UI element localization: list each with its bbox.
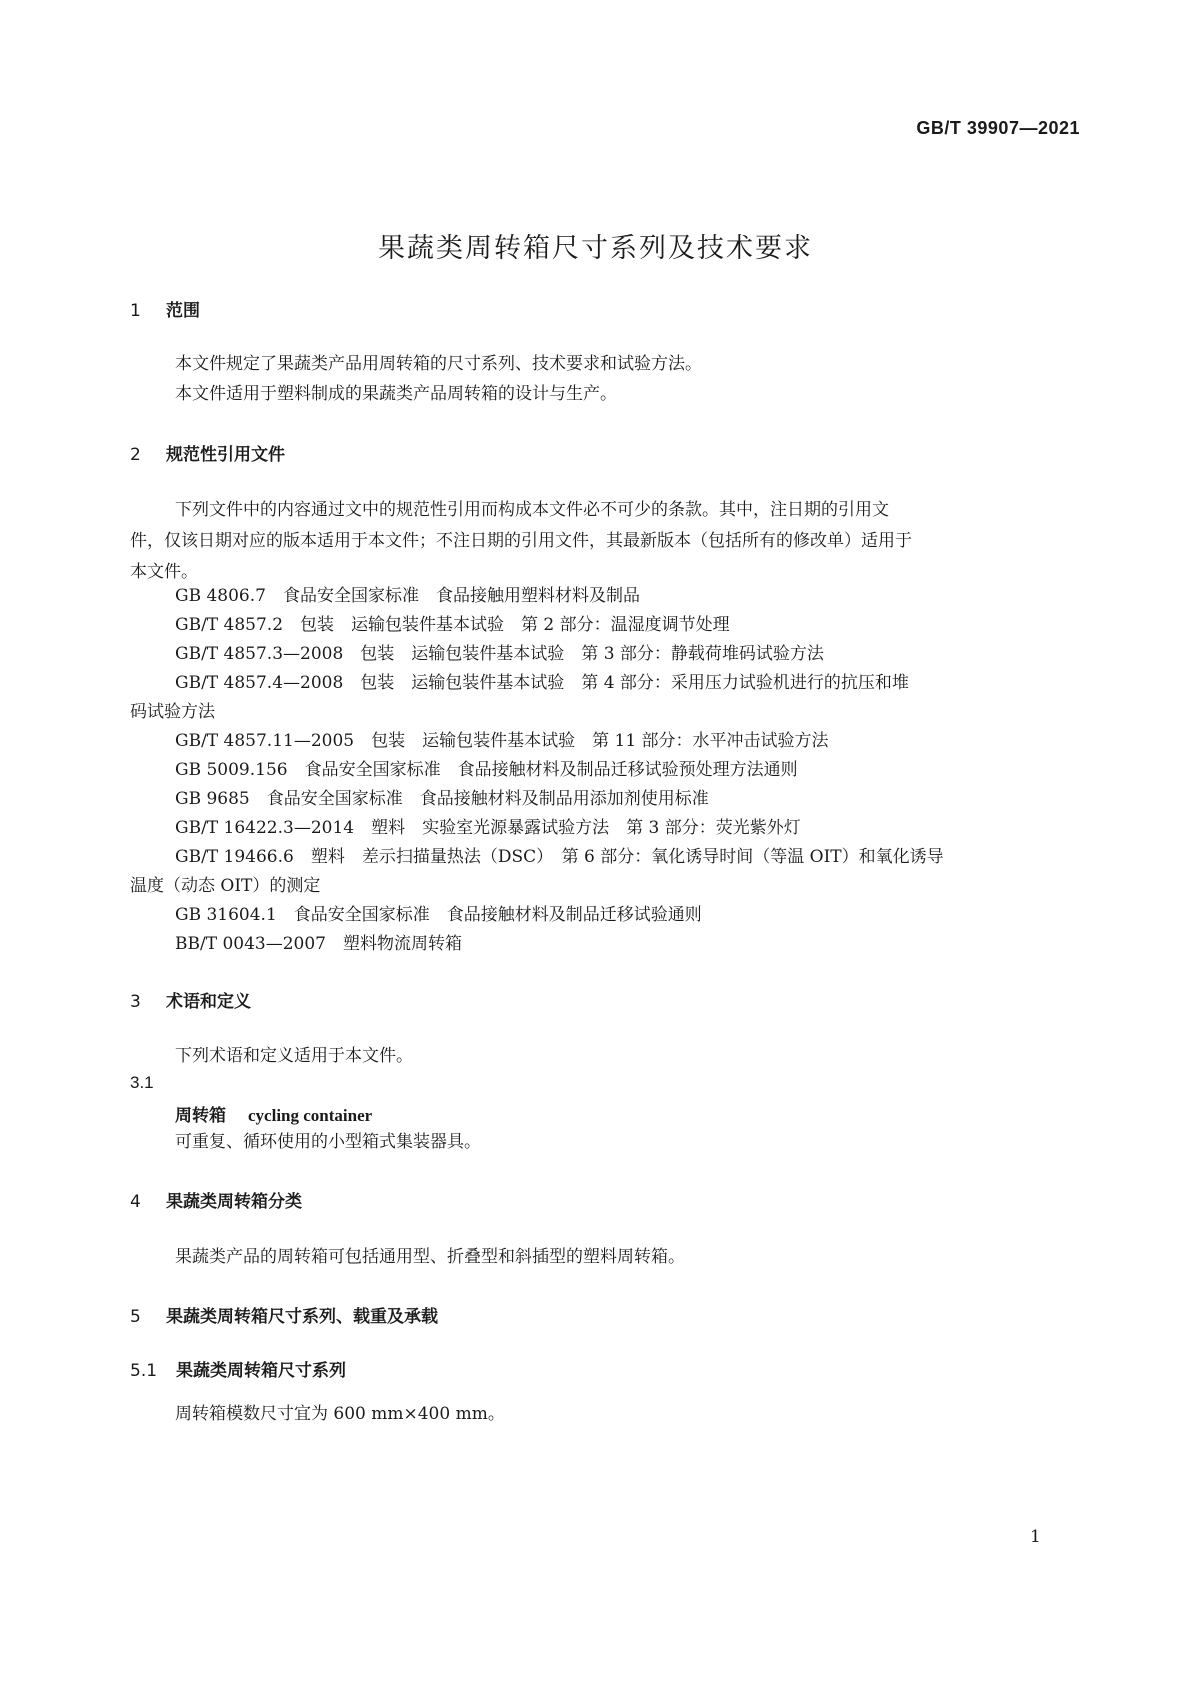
section-3-heading xyxy=(130,987,251,1012)
term-english: cycling container xyxy=(248,1106,373,1125)
section-title: 果蔬类周转箱分类 xyxy=(166,1192,302,1212)
section-5-1-heading xyxy=(130,1356,346,1381)
section-number: 4 xyxy=(130,1192,141,1212)
paragraph: 本文件适用于塑料制成的果蔬类产品周转箱的设计与生产。 xyxy=(175,384,617,404)
page-number: 1 xyxy=(1030,1527,1041,1547)
reference-item: GB/T 4857.4—2008 包装 运输包装件基本试验 第 4 部分：采用压力试验机进行的抗压和堆 xyxy=(175,673,909,693)
section-title: 范围 xyxy=(166,301,200,321)
section-title: 规范性引用文件 xyxy=(166,445,285,465)
reference-item: GB/T 4857.2 包装 运输包装件基本试验 第 2 部分：温湿度调节处理 xyxy=(175,615,730,635)
section-1-heading xyxy=(130,296,200,321)
reference-item-continued: 温度（动态 OIT）的测定 xyxy=(130,876,321,896)
reference-item: GB/T 16422.3—2014 塑料 实验室光源暴露试验方法 第 3 部分：荧光紫外灯 xyxy=(175,818,801,838)
term-chinese: 周转箱 xyxy=(175,1106,226,1126)
section-number: 3 xyxy=(130,992,141,1012)
term-number: 3.1 xyxy=(130,1073,154,1092)
section-2-heading xyxy=(130,440,285,465)
paragraph: 周转箱模数尺寸宜为 600 mm×400 mm。 xyxy=(175,1404,505,1424)
document-id: GB/T 39907—2021 xyxy=(916,118,1080,138)
reference-item: GB 5009.156 食品安全国家标准 食品接触材料及制品迁移试验预处理方法通则 xyxy=(175,760,798,780)
paragraph: 果蔬类产品的周转箱可包括通用型、折叠型和斜插型的塑料周转箱。 xyxy=(175,1247,685,1267)
section-title: 果蔬类周转箱尺寸系列、载重及承载 xyxy=(166,1307,438,1327)
section-number: 2 xyxy=(130,445,141,465)
reference-item: GB/T 4857.3—2008 包装 运输包装件基本试验 第 3 部分：静载荷堆码试验方法 xyxy=(175,644,824,664)
section-number: 1 xyxy=(130,301,141,321)
reference-item: GB/T 4857.11—2005 包装 运输包装件基本试验 第 11 部分：水平冲击试验方法 xyxy=(175,731,829,751)
reference-item: GB 4806.7 食品安全国家标准 食品接触用塑料材料及制品 xyxy=(175,586,640,606)
term-definition: 可重复、循环使用的小型箱式集装器具。 xyxy=(175,1132,481,1152)
document-title: 果蔬类周转箱尺寸系列及技术要求 xyxy=(378,233,813,264)
intro-line: 下列文件中的内容通过文中的规范性引用而构成本文件必不可少的条款。其中，注日期的引用文 xyxy=(175,500,889,520)
reference-item: GB 31604.1 食品安全国家标准 食品接触材料及制品迁移试验通则 xyxy=(175,905,702,925)
reference-item-continued: 码试验方法 xyxy=(130,702,215,722)
section-2-intro xyxy=(130,495,1065,588)
paragraph: 下列术语和定义适用于本文件。 xyxy=(175,1046,413,1066)
intro-line: 件，仅该日期对应的版本适用于本文件；不注日期的引用文件，其最新版本（包括所有的修改单）适用于 xyxy=(130,531,912,551)
reference-item: BB/T 0043—2007 塑料物流周转箱 xyxy=(175,934,462,954)
term-entry xyxy=(175,1101,372,1126)
section-number: 5 xyxy=(130,1307,141,1327)
reference-item: GB/T 19466.6 塑料 差示扫描量热法（DSC） 第 6 部分：氧化诱导时间（等温 OIT）和氧化诱导 xyxy=(175,847,944,867)
section-number: 5.1 xyxy=(130,1361,158,1381)
section-5-heading xyxy=(130,1302,438,1327)
section-title: 术语和定义 xyxy=(166,992,251,1012)
reference-item: GB 9685 食品安全国家标准 食品接触材料及制品用添加剂使用标准 xyxy=(175,789,709,809)
paragraph: 本文件规定了果蔬类产品用周转箱的尺寸系列、技术要求和试验方法。 xyxy=(175,354,702,374)
section-title: 果蔬类周转箱尺寸系列 xyxy=(176,1361,346,1381)
section-4-heading xyxy=(130,1187,302,1212)
intro-line: 本文件。 xyxy=(130,562,198,582)
